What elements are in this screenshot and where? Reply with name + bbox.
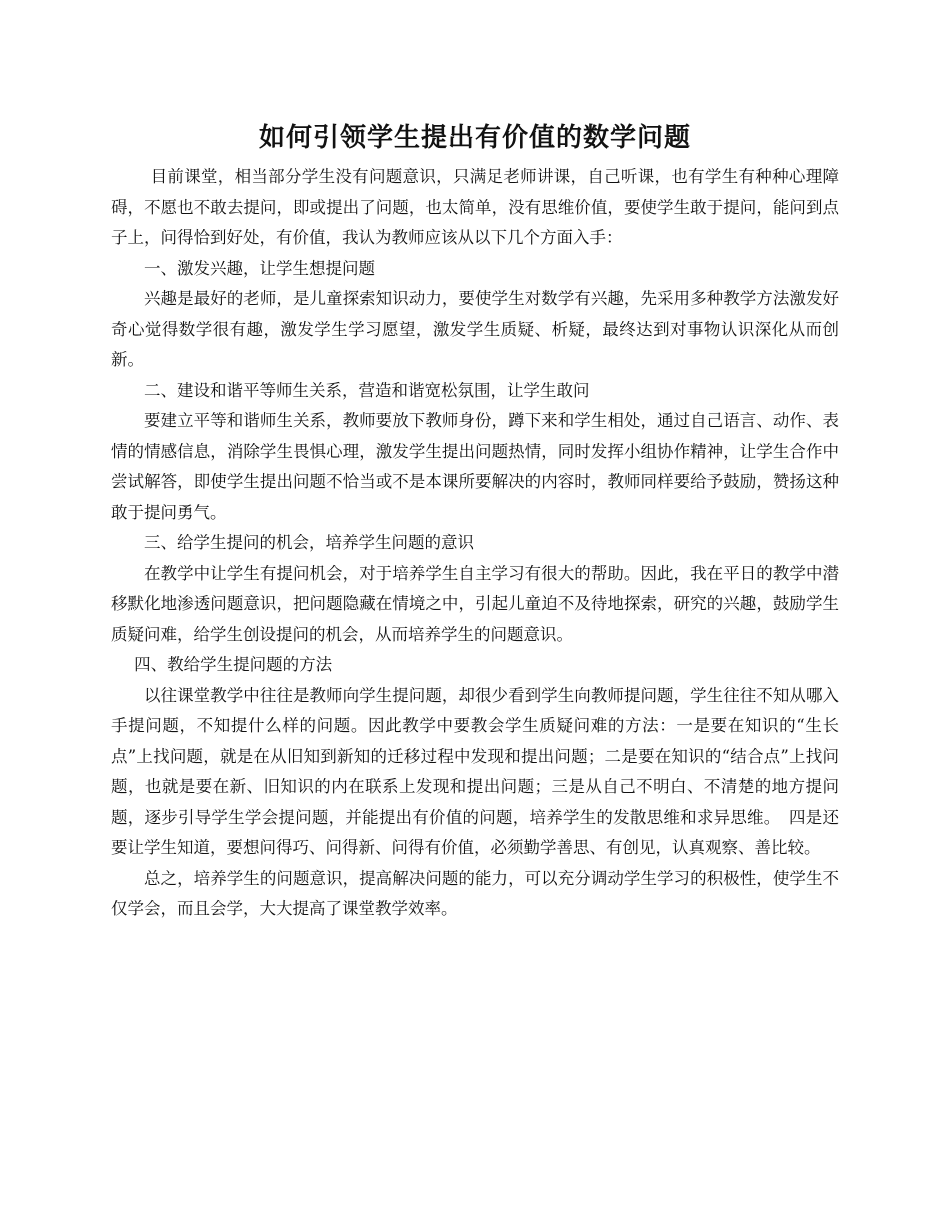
section-1-body: 兴趣是最好的老师，是儿童探索知识动力，要使学生对数学有兴趣，先采用多种教学方法激发好奇心觉得数学很有趣，激发学生学习愿望，激发学生质疑、析疑，最终达到对事物认识深化从而创新。 [111,289,839,369]
section-2-heading: 二、建设和谐平等师生关系，营造和谐宽松氛围，让学生敢问 [144,380,590,400]
section-4-heading: 四、教给学生提问题的方法 [134,655,333,674]
section-3-heading: 三、给学生提问的机会，培养学生问题的意识 [144,533,474,552]
section-1-heading: 一、激发兴趣，让学生想提问题 [144,258,375,278]
document-page [111,118,839,925]
document-title: 如何引领学生提出有价值的数学问题 [258,123,691,153]
section-2-body: 要建立平等和谐师生关系，教师要放下教师身份，蹲下来和学生相处，通过自己语言、动作、表情的情感信息，消除学生畏惧心理，激发学生提出问题热情，同时发挥小组协作精神，让学生合作中尝试解答，即使学生提出问题不恰当或不是本课所要解决的内容时，教师同样要给予鼓励，赞扬这种敢于提问勇气。 [111,411,839,522]
intro-paragraph: 目前课堂，相当部分学生没有问题意识，只满足老师讲课，自己听课，也有学生有种种心理障碍，不愿也不敢去提问，即或提出了问题，也太简单，没有思维价值，要使学生敢于提问，能问到点子上，问得恰到好处，有价值，我认为教师应该从以下几个方面入手： [111,167,839,247]
section-4-body: 以往课堂教学中往往是教师向学生提问题，却很少看到学生向教师提问题，学生往往不知从哪入手提问题，不知提什么样的问题。因此教学中要教会学生质疑问难的方法：一是要在知识的“生长点”上找问题，就是在从旧知到新知的迁移过程中发现和提出问题；二是要在知识的“结合点”上找问题，也就是要在新、旧知识的内在联系上发现和提出问题；三是从自己不明白、不清楚的地方提问题，逐步引导学生学会提问题，并能提出有价值的问题，培养学生的发散思维和求异思维。 四是还要让学生知道，要想问得巧、问得新、问得有价值，必须勤学善思、有创见，认真观察、善比较。 [111,685,839,857]
conclusion-paragraph: 总之，培养学生的问题意识，提高解决问题的能力，可以充分调动学生学习的积极性，使学生不仅学会，而且会学，大大提高了课堂教学效率。 [111,868,839,918]
section-3-body: 在教学中让学生有提问机会，对于培养学生自主学习有很大的帮助。因此，我在平日的教学中潜移默化地渗透问题意识，把问题隐藏在情境之中，引起儿童迫不及待地探索，研究的兴趣，鼓励学生质疑问难，给学生创设提问的机会，从而培养学生的问题意识。 [111,563,839,644]
